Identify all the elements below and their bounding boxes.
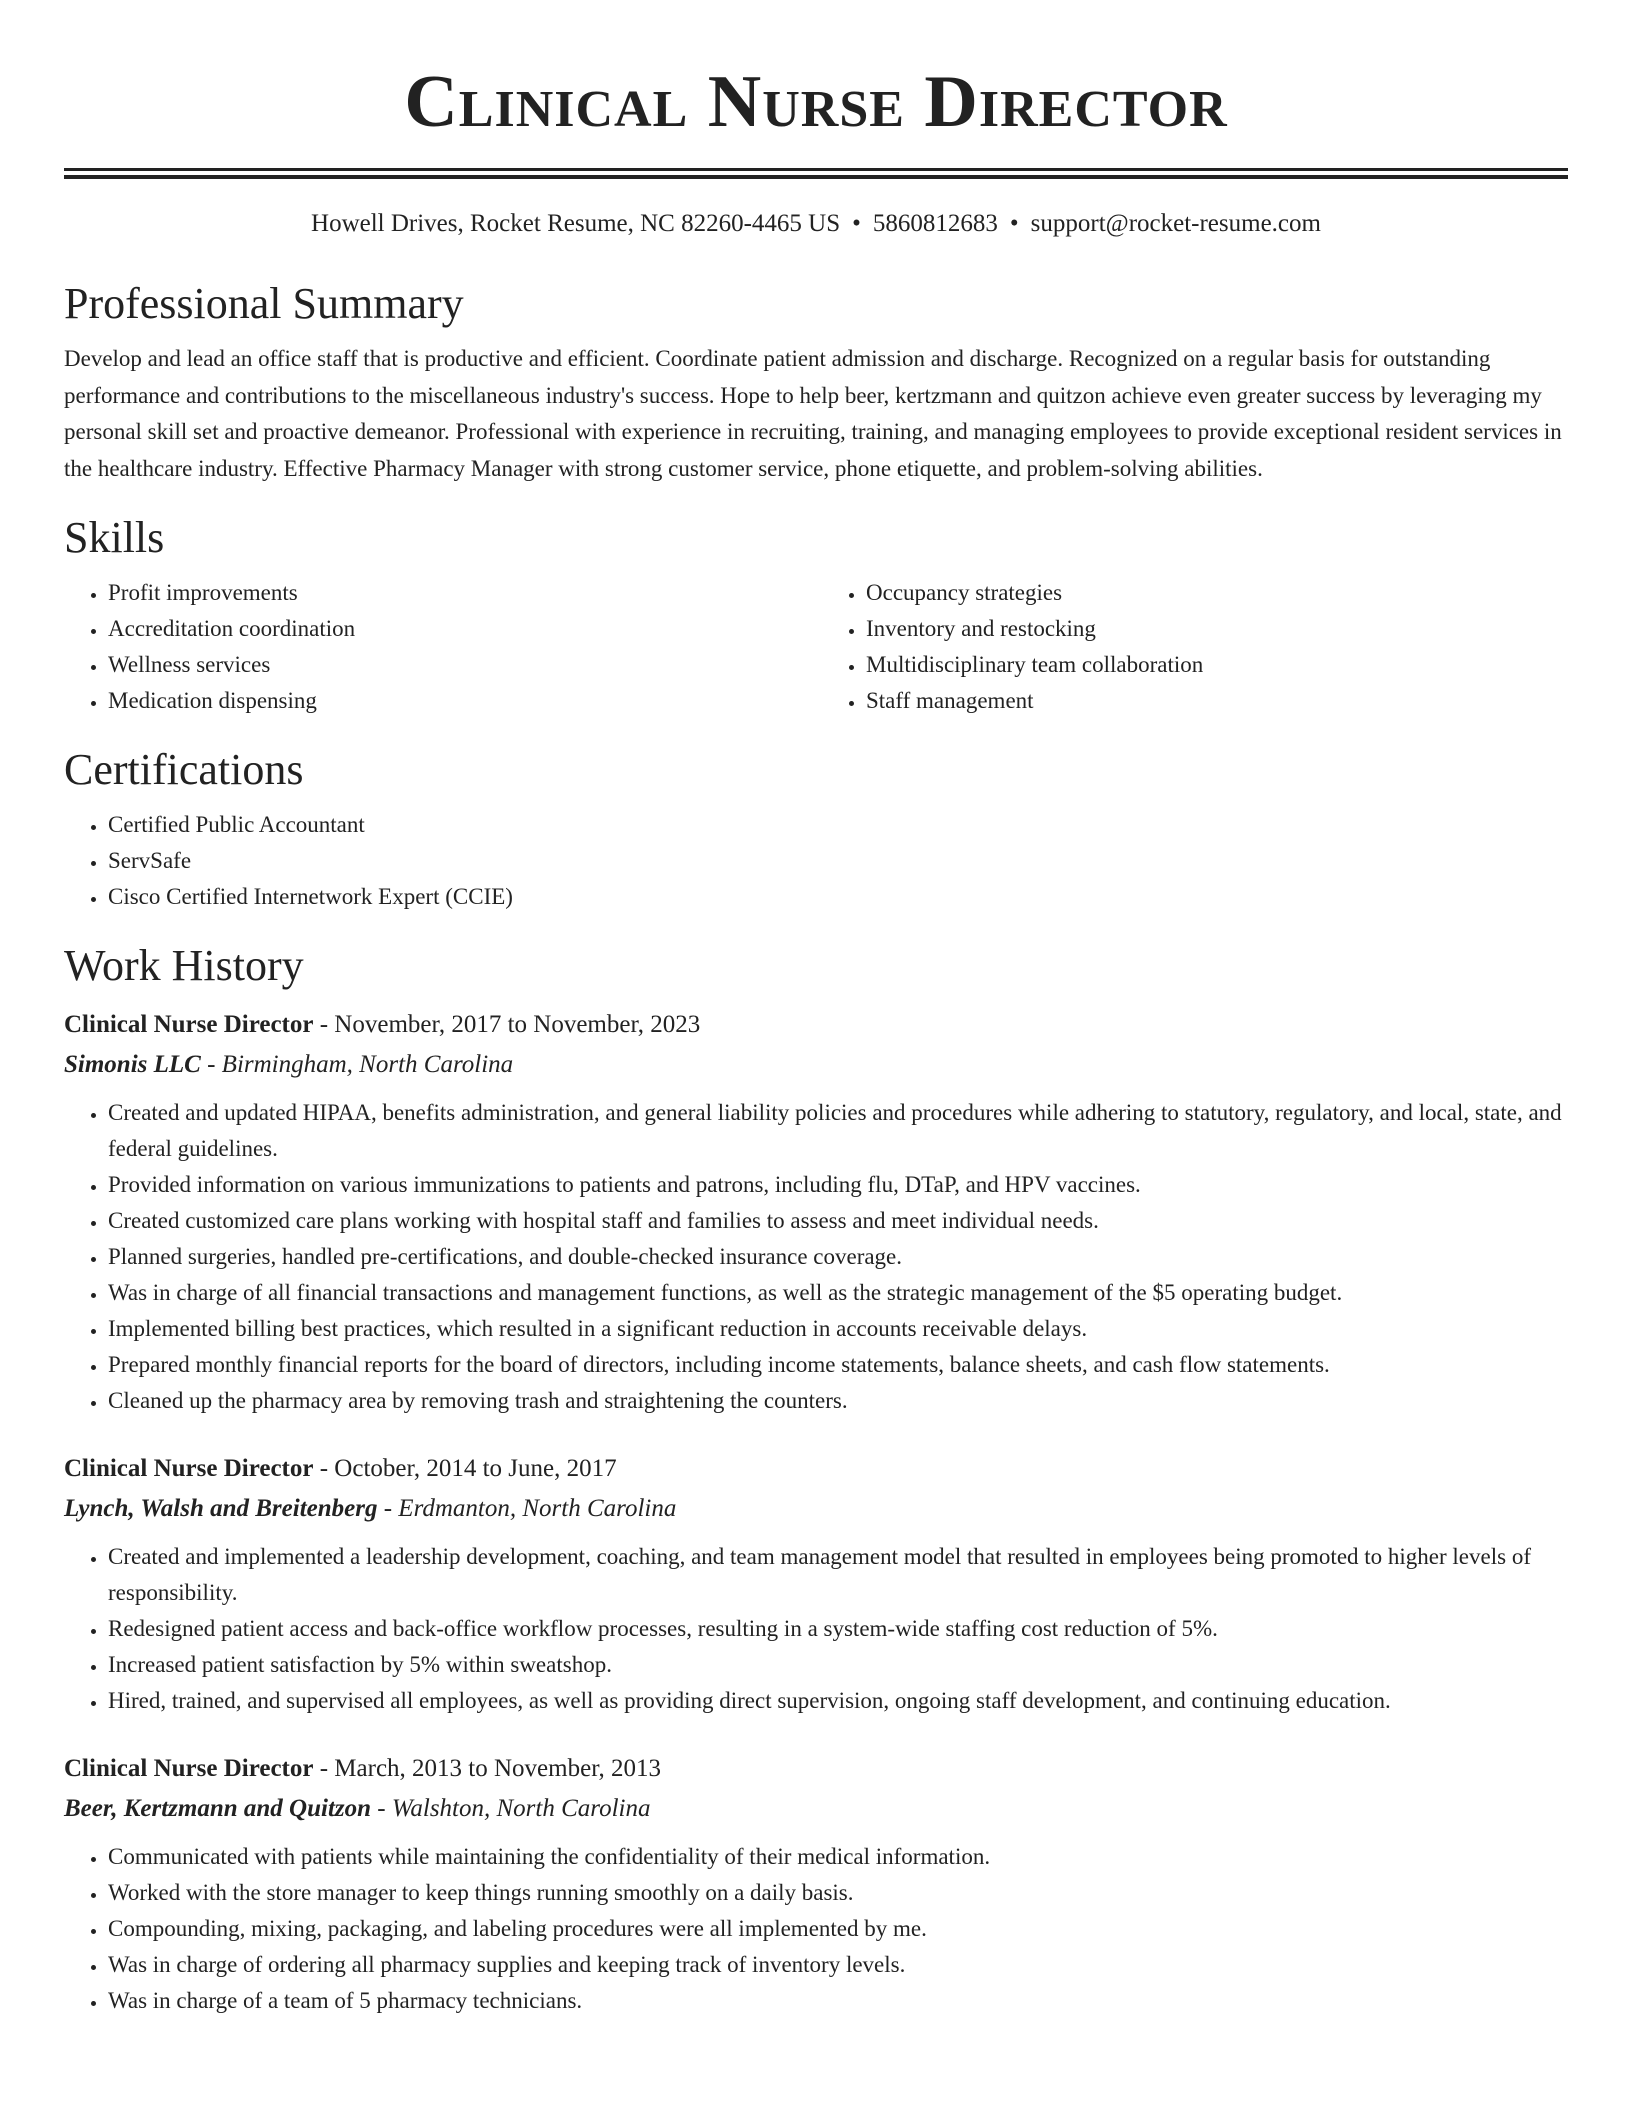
job-header bbox=[64, 1449, 1568, 1489]
job-bullet: • Prepared monthly financial reports for the board of directors, including income statements, balance sheets, and cash flow statements. bbox=[108, 1347, 1568, 1383]
job-bullet: • Planned surgeries, handled pre-certifications, and double-checked insurance coverage. bbox=[108, 1239, 1568, 1275]
job-title: Clinical Nurse Director bbox=[64, 1011, 314, 1038]
job-dates: - November, 2017 to November, 2023 bbox=[313, 1011, 701, 1038]
job-bullet: • Was in charge of a team of 5 pharmacy technicians. bbox=[108, 1983, 1568, 2019]
certifications-heading: Certifications bbox=[64, 745, 304, 794]
job-location: - Birmingham, North Carolina bbox=[200, 1051, 514, 1078]
skills-section bbox=[64, 513, 1568, 719]
job-company: Beer, Kertzmann and Quitzon bbox=[64, 1795, 372, 1822]
job-bullet: • Communicated with patients while maintaining the confidentiality of their medical information. bbox=[108, 1839, 1568, 1875]
contact-address: Howell Drives, Rocket Resume, NC 82260-4465 US bbox=[311, 210, 841, 237]
skill-item: • Medication dispensing bbox=[108, 683, 810, 719]
job-employer bbox=[64, 1489, 1568, 1529]
summary-text: Develop and lead an office staff that is productive and efficient. Coordinate patient admission and discharge. Recognized on a regular basis for outstanding performance and contributions to the miscellaneous industry's success. Hope to help beer, kertzmann and quitzon achieve even greater success by leveraging my personal skill set and proactive demeanor. Professional with experience in recruiting, training, and managing employees to provide exceptional resident services in the healthcare industry. Effective Pharmacy Manager with strong customer service, phone etiquette, and problem-solving abilities. bbox=[64, 346, 1562, 481]
job-entry bbox=[64, 1005, 1568, 1419]
job-bullet: • Cleaned up the pharmacy area by removing trash and straightening the counters. bbox=[108, 1383, 1568, 1419]
job-bullet: • Provided information on various immunizations to patients and patrons, including flu, DTaP, and HPV vaccines. bbox=[108, 1167, 1568, 1203]
job-bullet: • Created and implemented a leadership development, coaching, and team management model that resulted in employees being promoted to higher levels of responsibility. bbox=[108, 1539, 1568, 1611]
skill-item: • Inventory and restocking bbox=[866, 611, 1568, 647]
job-dates: - March, 2013 to November, 2013 bbox=[313, 1755, 662, 1782]
job-bullet: • Worked with the store manager to keep things running smoothly on a daily basis. bbox=[108, 1875, 1568, 1911]
skill-item: • Accreditation coordination bbox=[108, 611, 810, 647]
job-location: - Erdmanton, North Carolina bbox=[377, 1495, 677, 1522]
job-bullet: • Compounding, mixing, packaging, and labeling procedures were all implemented by me. bbox=[108, 1911, 1568, 1947]
skills-left-list bbox=[64, 575, 810, 719]
skill-item: • Wellness services bbox=[108, 647, 810, 683]
certification-item: • Certified Public Accountant bbox=[108, 807, 1568, 843]
job-header bbox=[64, 1005, 1568, 1045]
work-history-section bbox=[64, 941, 1568, 2019]
job-bullets bbox=[64, 1095, 1568, 1419]
job-entry bbox=[64, 1449, 1568, 1719]
skills-heading: Skills bbox=[64, 513, 165, 562]
job-header bbox=[64, 1749, 1568, 1789]
job-bullet: • Hired, trained, and supervised all employees, as well as providing direct supervision, ongoing staff development, and continuing education. bbox=[108, 1683, 1568, 1719]
skills-right-list bbox=[810, 575, 1568, 719]
skill-item: • Staff management bbox=[866, 683, 1568, 719]
job-location: - Walshton, North Carolina bbox=[371, 1795, 651, 1822]
job-bullet: • Redesigned patient access and back-office workflow processes, resulting in a system-wide staffing cost reduction of 5%. bbox=[108, 1611, 1568, 1647]
job-title: Clinical Nurse Director bbox=[64, 1455, 314, 1482]
certifications-section bbox=[64, 745, 1568, 915]
contact-separator: • bbox=[1009, 210, 1019, 237]
resume-title: Clinical Nurse Director bbox=[404, 61, 1228, 143]
job-title: Clinical Nurse Director bbox=[64, 1755, 314, 1782]
certifications-list bbox=[64, 807, 1568, 915]
skill-item: • Profit improvements bbox=[108, 575, 810, 611]
job-company: Simonis LLC bbox=[64, 1051, 201, 1078]
skill-item: • Occupancy strategies bbox=[866, 575, 1568, 611]
summary-heading: Professional Summary bbox=[64, 279, 464, 328]
contact-separator: • bbox=[852, 210, 861, 237]
job-employer bbox=[64, 1045, 1568, 1085]
summary-section bbox=[64, 279, 1568, 487]
job-bullet: • Was in charge of ordering all pharmacy supplies and keeping track of inventory levels. bbox=[108, 1947, 1568, 1983]
job-bullet: • Increased patient satisfaction by 5% within sweatshop. bbox=[108, 1647, 1568, 1683]
skills-columns bbox=[64, 575, 1568, 719]
contact-line bbox=[64, 209, 1568, 239]
job-entry bbox=[64, 1749, 1568, 2019]
job-bullet: • Was in charge of all financial transactions and management functions, as well as the strategic management of the $5 operating budget. bbox=[108, 1275, 1568, 1311]
job-bullet: • Implemented billing best practices, which resulted in a significant reduction in accounts receivable delays. bbox=[108, 1311, 1568, 1347]
job-bullets bbox=[64, 1539, 1568, 1719]
certification-item: • ServSafe bbox=[108, 843, 1568, 879]
job-bullets bbox=[64, 1839, 1568, 2019]
title-divider bbox=[64, 168, 1568, 179]
job-company: Lynch, Walsh and Breitenberg bbox=[64, 1495, 378, 1522]
job-dates: - October, 2014 to June, 2017 bbox=[313, 1455, 617, 1482]
contact-email: support@rocket-resume.com bbox=[1030, 210, 1321, 237]
certification-item: • Cisco Certified Internetwork Expert (CCIE) bbox=[108, 879, 1568, 915]
job-employer bbox=[64, 1789, 1568, 1829]
contact-phone: 5860812683 bbox=[872, 210, 998, 237]
skill-item: • Multidisciplinary team collaboration bbox=[866, 647, 1568, 683]
job-bullet: • Created customized care plans working with hospital staff and families to assess and meet individual needs. bbox=[108, 1203, 1568, 1239]
work-history-heading: Work History bbox=[64, 941, 304, 990]
job-bullet: • Created and updated HIPAA, benefits administration, and general liability policies and procedures while adhering to statutory, regulatory, and local, state, and federal guidelines. bbox=[108, 1095, 1568, 1167]
